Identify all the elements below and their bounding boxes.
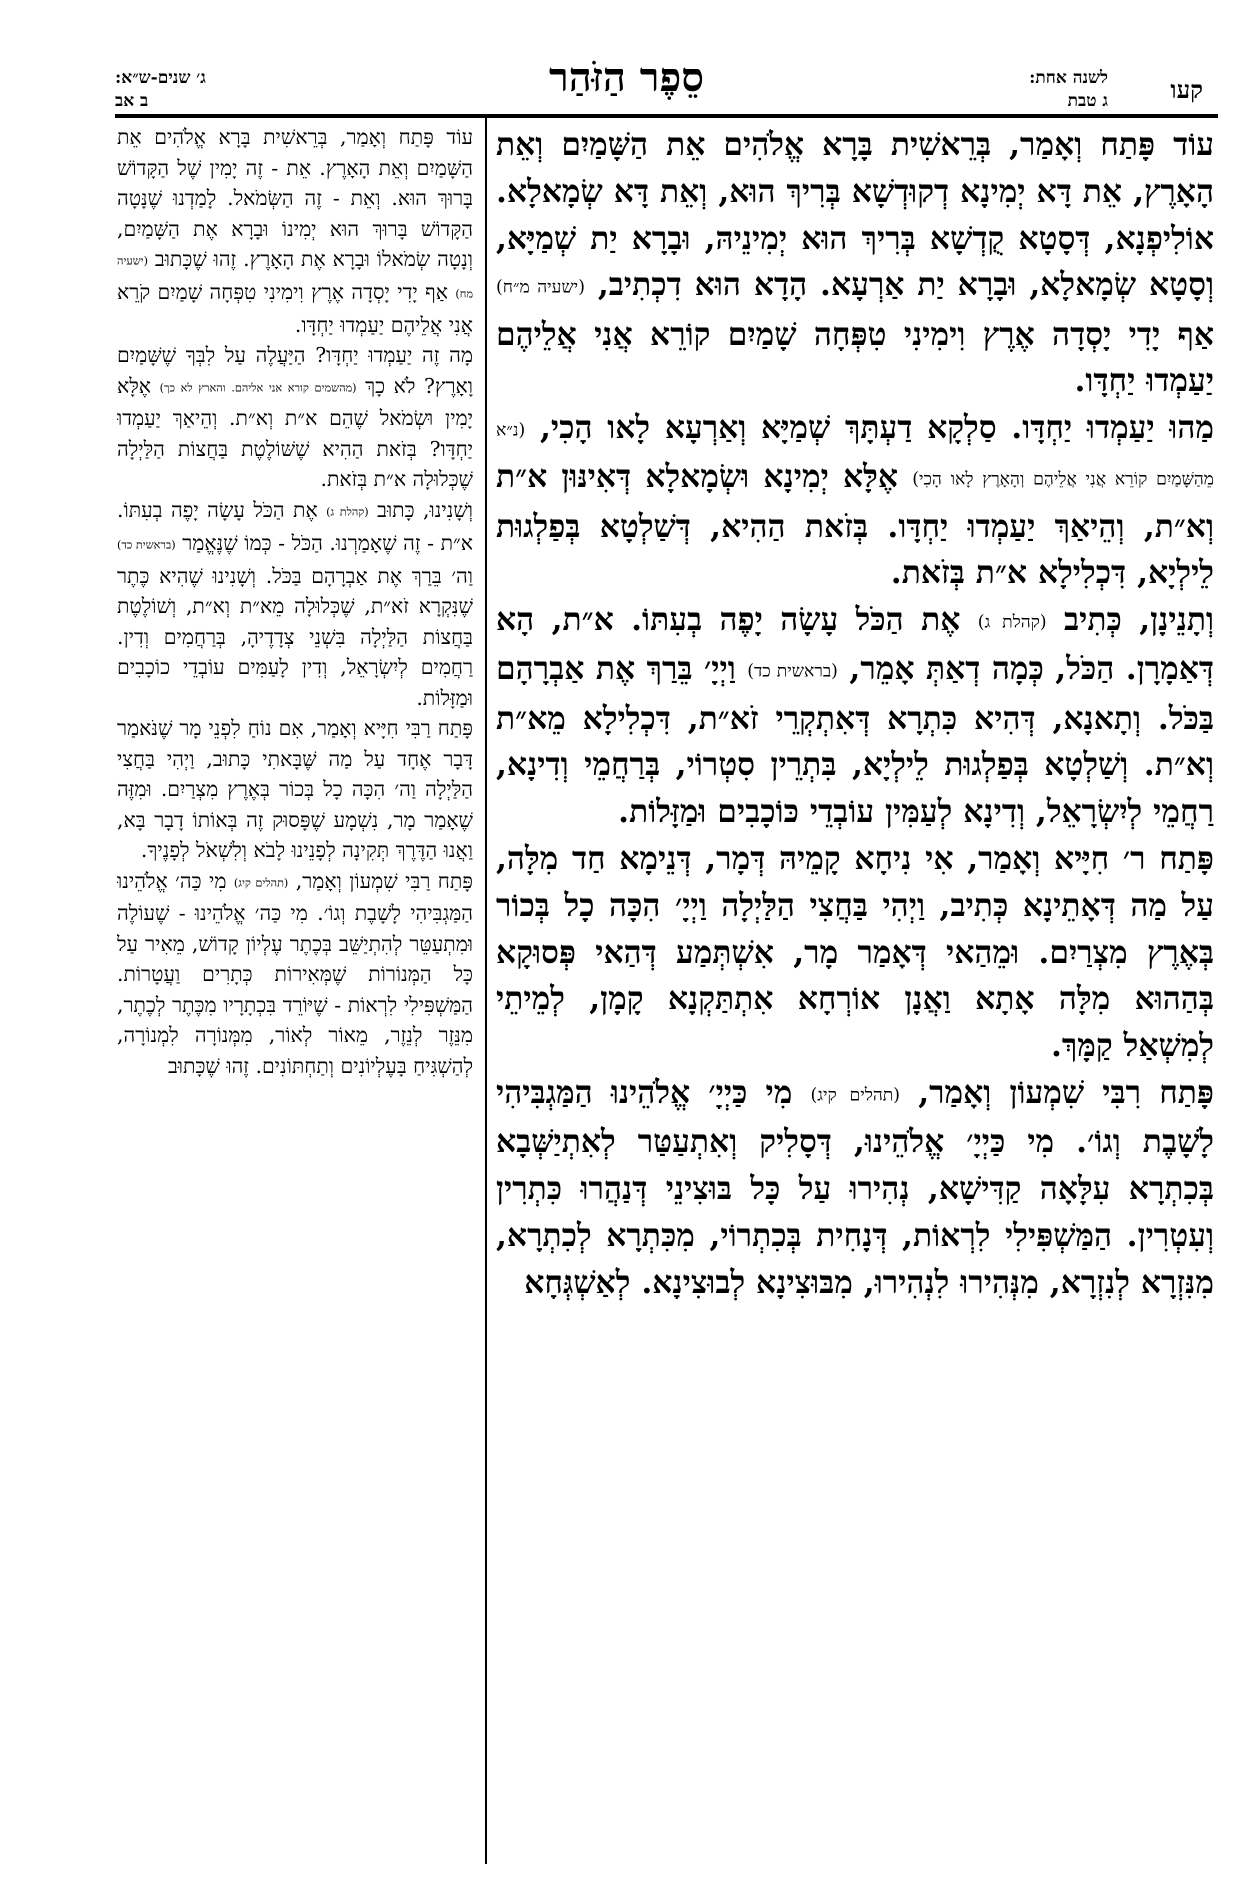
verse-reference: (בראשית כד): [747, 661, 838, 682]
side-column-hebrew: [117, 122, 473, 1862]
side-paragraph: [117, 122, 473, 340]
paragraph-text: אַף יָדִי יָסְדָה אֶרֶץ וִימִינִי טִפְּחָה שָׁמַיִם קֹרֵא אֲנִי אֲלֵיהֶם יַעַמְדוּ יַחְדָּו.: [117, 279, 473, 337]
paragraph-text: מָה זֶה יַעַמְדוּ יַחְדָּו? הַיַּעֲלֶה עַל לִבְּךָ שֶׁשָּׁמַיִם וָאָרֶץ? לֹא כָךְ: [117, 343, 473, 398]
header-right-bottom: ג טבת: [1067, 91, 1108, 111]
header-right-top: לשנה אחת:: [1029, 68, 1108, 88]
main-paragraph: [496, 597, 1214, 836]
verse-reference: (ישעיה מ״ח): [496, 277, 585, 298]
column-divider: [485, 118, 487, 1864]
paragraph-text: אֶלָּא יְמִינָא וּשְׂמָאלָא דְּאִינּוּן א״ת וְא״ת, וְהֵיאַךְ יַעַמְדוּ יַחְדָּו. בְּזֹאת הַהִיא, דְּשַׁלְטָא בְּפַלְגוּת לֵילְיָא, דִּכְלִילָא א״ת בְּזֹאת.: [496, 459, 1214, 592]
side-paragraph: [117, 495, 473, 713]
paragraph-text: עוֹד פָּתַח וְאָמַר, בְּרֵאשִׁית בָּרָא אֱלֹהִים אֵת הַשָּׁמַיִם וְאֵת הָאָרֶץ, אֵת דָּא יְמִינָא דְקוּדְשָׁא בְּרִיךְ הוּא, וְאֵת דָּא שְׂמָאלָא. אוֹלִיפְנָא, דְּסָטָא קֻדְשָׁא בְּרִיךְ הוּא יְמִינֵיהּ, וּבָרָא יַת שְׁמַיָּא, וְסָטָא שְׂמָאלָא, וּבָרָא יַת אַרְעָא. הָדָא הוּא דִכְתִיב,: [496, 127, 1214, 304]
verse-reference: (נ״א מֵהַשָּׁמַיִם קוֹרֵא אֲנִי אֲלֵיהֶם וְהָאָרֶץ לָאו הָכִי): [496, 420, 1214, 490]
side-paragraph: [117, 866, 473, 1082]
verse-reference: (ישעיה מח): [117, 254, 473, 301]
main-paragraph: [496, 122, 1214, 405]
page-number: קעו: [1170, 75, 1203, 104]
header-left-bottom: ב אב: [115, 91, 149, 111]
paragraph-text: אֶת הַכֹּל עָשָׂה יָפֶה בְעִתּוֹ. א״ת - זֶה שֶׁאָמַרְנוּ. הַכֹּל - כְּמוֹ שֶׁנֶּאֱמַר: [117, 497, 473, 555]
paragraph-text: מִי כַּה׳ אֱלֹהֵינוּ הַמַּגְבִּיהִי לָשָׁבֶת וְגוֹ׳. מִי כַּה׳ אֱלֹהֵינוּ - שֶׁעוֹלֶה וּמִתְעַטֵּר לְהִתְיַשֵּׁב בְּכֶתֶר עֶלְיוֹן קָדוֹשׁ, מֵאִיר עַל כָּל הַמְּנוֹרוֹת שֶׁמְּאִירוֹת כְּתָרִים וַעֲטָרוֹת. הַמַּשְׁפִּילִי לִרְאוֹת - שֶׁיּוֹרֵד בִּכְתָרָיו מִכֶּתֶר לְכֶתֶר, מִנֵּזֶר לְנֵזֶר, מֵאוֹר לְאוֹר, מִמְּנוֹרָה לִמְנוֹרָה, לְהַשְׁגִּיחַ בָּעֶלְיוֹנִים וְתַחְתּוֹנִים. זֶהוּ שֶׁכָּתוּב: [117, 868, 473, 1078]
paragraph-text: פָּתַח רַבִּי שִׁמְעוֹן וְאָמַר,: [288, 868, 473, 893]
paragraph-text: אַף יָדִי יָסְדָה אֶרֶץ וִימִינִי טִפְּחָה שָׁמַיִם קוֹרֵא אֲנִי אֲלֵיהֶם יַעַמְדוּ יַחְדָּו.: [496, 316, 1214, 400]
side-paragraph: [117, 340, 473, 495]
page-header: [0, 0, 1253, 125]
verse-reference: (תהלים קיג): [233, 875, 289, 889]
verse-reference: (תהלים קיג): [810, 1085, 901, 1106]
side-paragraph: [117, 713, 473, 866]
paragraph-text: מַהוּ יַעַמְדוּ יַחְדָּו. סַלְקָא דַעְתָּךְ שְׁמַיָּא וְאַרְעָא לָאו הָכִי,: [525, 410, 1214, 447]
paragraph-text: פָּתַח ר׳ חִיָּיא וְאָמַר, אִי נִיחָא קָמֵיהּ דְּמָר, דְּנֵימָא חַד מִלָּה, עַל מַה דְּאָתֵינָא כְּתִיב, וַיְהִי בַּחֲצִי הַלַּיְלָה וַיְיָ׳ הִכָּה כָל בְּכוֹר בְּאֶרֶץ מִצְרַיִם. וּמֵהַאי דְּאָמַר מָר, אִשְׁתְּמַע דְּהַאי פְּסוּקָא בְּהַהוּא מִלָּה אָתָא וַאֲנָן אוֹרְחָא אִתְתַּקְנָא קָמָן, לְמֵיתֵי לְמִשְׁאַל קַמָּךְ.: [496, 841, 1214, 1065]
paragraph-text: וַיְיָ׳ בֵּרַךְ אֶת אַבְרָהָם בַּכֹּל. וְתָאנָא, דְּהִיא כִּתְרָא דְּאִתְקְרֵי זֹא״ת, דִּכְלִילָא מֵא״ת וְא״ת. וְשַׁלְטָא בְּפַלְגוּת לֵילְיָא, בִּתְרֵין סִטְרוֹי, בְּרַחֲמֵי וְדִינָא, רַחֲמֵי לְיִשְׂרָאֵל, וְדִינָא לְעַמִּין עוֹבְדֵי כּוֹכָבִים וּמַזָּלוֹת.: [496, 651, 1214, 831]
paragraph-text: אֶלָּא יָמִין וּשְׂמֹאל שֶׁהֵם א״ת וְא״ת. וְהֵיאַךְ יַעַמְדוּ יַחְדָּו? בְּזֹאת הַהִיא שֶׁשּׁוֹלֶטֶת בַּחֲצוֹת הַלַּיְלָה שֶׁכְּלוּלָה א״ת בְּזֹאת.: [117, 373, 473, 492]
paragraph-text: וְתָנֵינָן, כְּתִיב: [1046, 602, 1214, 639]
paragraph-text: אֶת הַכֹּל עָשָׂה יָפֶה בְעִתּוֹ. א״ת, הָא דְּאַמָרָן. הַכֹּל, כְּמָה דְאַתְּ אָמֵר,: [496, 602, 1214, 688]
header-rule: [115, 114, 1218, 118]
main-column-aramaic: [496, 122, 1214, 1862]
verse-reference: (בראשית כד): [117, 538, 176, 552]
header-left-top: ג׳ שנים-ש״א:: [115, 68, 206, 88]
paragraph-text: וַה׳ בֵּרַךְ אֶת אַבְרָהָם בַּכֹּל. וְשָׁנִינוּ שֶׁהִיא כֶּתֶר שֶׁנִּקְרָא זֹא״ת, שֶׁכְּלוּלָה מֵא״ת וְא״ת, וְשׁוֹלֶטֶת בַּחֲצוֹת הַלַּיְלָה בִּשְׁנֵי צְדָדֶיהָ, בְּרַחֲמִים וְדִין. רַחֲמִים לְיִשְׂרָאֵל, וְדִין לָעַמִּים עוֹבְדֵי כוֹכָבִים וּמַזָּלוֹת.: [117, 563, 473, 710]
verse-reference: (קהלת ג): [326, 505, 369, 519]
main-paragraph: [496, 405, 1214, 597]
paragraph-text: מִי כַּיְיָ׳ אֱלֹהֵינוּ הַמַּגְבִּיהִי לָשָׁבֶת וְגוֹ׳. מִי כַּיְיָ׳ אֱלֹהֵינוּ, דְּסָלִיק וְאִתְעַטַּר לְאִתְיַשְּׁבָא בְּכִתְרָא עִלָּאָה קַדִּישָׁא, נְהִירוּ עַל כָּל בּוּצִינֵי דְּנַהֲרוּ כִּתְרִין וְעִטְרִין. הַמַּשְׁפִּילִי לִרְאוֹת, דְּנָחִית בְּכִתְרוֹי, מִכִּתְרָא לְכִתְרָא, מִנִּזְרָא לְנִזְרָא, מִנְּהִירוּ לִנְהִירוּ, מִבּוּצִינָא לְבוּצִינָא. לְאַשְׁגְּחָא: [496, 1075, 1214, 1301]
book-title: סֵפֶר הַזֹּהַר: [549, 54, 704, 101]
main-paragraph: [496, 1070, 1214, 1306]
verse-reference: (קהלת ג): [977, 612, 1047, 633]
paragraph-text: פָּתַח רַבִּי חִיָּיא וְאָמַר, אִם נוֹחַ לִפְנֵי מָר שֶׁנֹּאמַר דָּבָר אֶחָד עַל מַה שֶּׁבָּאתִי כָּתוּב, וַיְהִי בַּחֲצִי הַלַּיְלָה וַה׳ הִכָּה כָל בְּכוֹר בְּאֶרֶץ מִצְרַיִם. וּמִזֶּה שֶׁאָמַר מָר, נִשְׁמָע שֶׁפָּסוּק זֶה בְּאוֹתוֹ דָבָר בָּא, וַאֲנוּ הַדֶּרֶךְ תְּקִינָה לְפָנֵינוּ לָבֹא וְלִשְׁאֹל לְפָנֶיךָ.: [117, 716, 473, 863]
paragraph-text: עוֹד פָּתַח וְאָמַר, בְּרֵאשִׁית בָּרָא אֱלֹהִים אֵת הַשָּׁמַיִם וְאֵת הָאָרֶץ. אֵת - זֶה יָמִין שֶׁל הַקָּדוֹשׁ בָּרוּךְ הוּא. וְאֵת - זֶה הַשְּׂמֹאל. לָמַדְנוּ שֶׁנָּטָה הַקָּדוֹשׁ בָּרוּךְ הוּא יְמִינוֹ וּבָרָא אֶת הַשָּׁמַיִם, וְנָטָה שְׂמֹאלוֹ וּבָרָא אֶת הָאָרֶץ. זֶהוּ שֶׁכָּתוּב: [117, 125, 473, 271]
verse-reference: (מהשמים קורא אני אליהם. והארץ לא כך): [159, 380, 357, 394]
main-paragraph: [496, 836, 1214, 1070]
paragraph-text: וְשָׁנִינוּ, כָּתוּב: [368, 497, 473, 522]
paragraph-text: פָּתַח רִבִּי שִׁמְעוֹן וְאָמַר,: [900, 1075, 1214, 1112]
header-left-info: [115, 67, 206, 113]
